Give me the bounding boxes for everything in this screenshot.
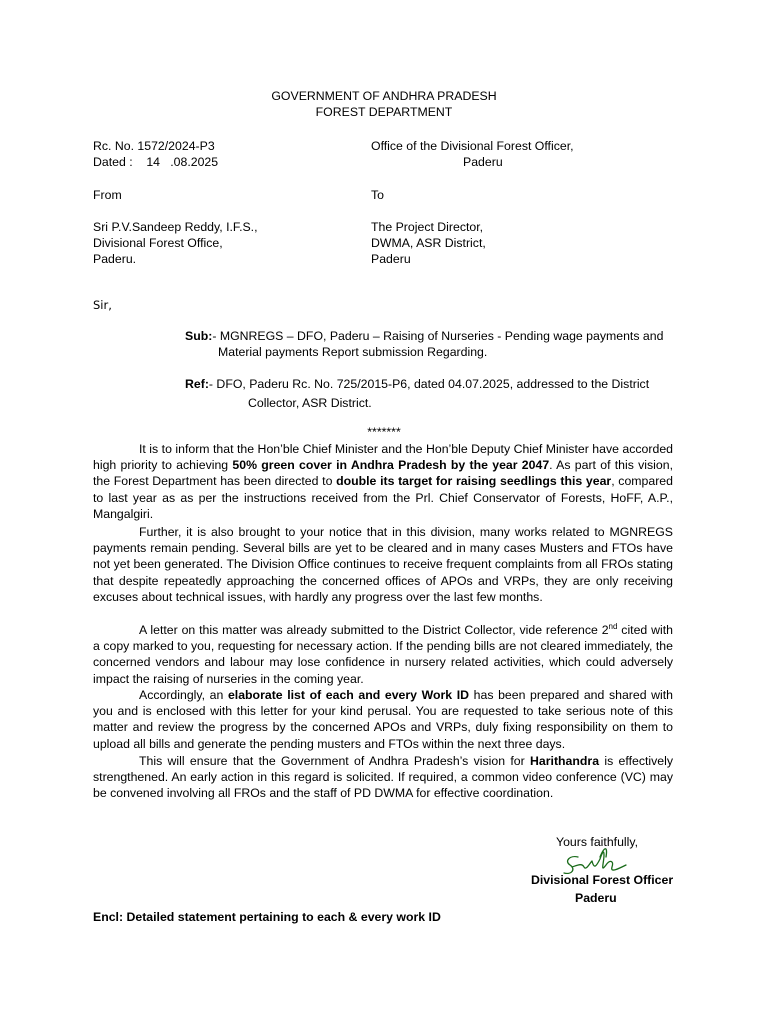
p1-bold-green-cover: 50% green cover in Andhra Pradesh by the year 2047	[232, 458, 550, 473]
reference-text1: - DFO, Paderu Rc. No. 725/2015-P6, dated 04.07.2025, addressed to the District	[208, 377, 650, 391]
enclosure-note: Encl: Detailed statement pertaining to each & every work ID	[93, 910, 441, 924]
body-paragraph-2	[93, 524, 673, 605]
officer-place: Paderu	[575, 891, 617, 905]
reference-line2: Collector, ASR District.	[248, 396, 372, 410]
p3-superscript: nd	[608, 621, 618, 631]
body-paragraph-5	[93, 753, 673, 802]
from-address-line1: Sri P.V.Sandeep Reddy, I.F.S.,	[93, 220, 258, 234]
date-line: Dated : 14 .08.2025	[93, 155, 219, 169]
from-address-line3: Paderu.	[93, 252, 137, 266]
p5-text-c: is effectively strengthened. An early action in this regard is solicited. If required, a common video conference (VC) may be convened involving all FROs and the staff of PD DWMA for effective coordination.	[93, 754, 673, 801]
subject-label: Sub:	[185, 329, 213, 343]
p1-text-e: , compared to last year as as per the instructions received from the Prl. Chief Conservator of Forests, HoFF, A.P., Mangalgiri.	[93, 474, 673, 521]
p3-text-b: cited with a copy marked to you, requesting for necessary action. If the pending bills are not cleared immediately, the concerned vendors and labour may lose confidence in nursery related activities, which could adversely impact the raising of nurseries in the coming year.	[93, 623, 673, 686]
p1-text-c: . As part of this vision, the Forest Department has been directed to	[93, 458, 674, 489]
separator: *******	[367, 425, 401, 439]
to-address-line3: Paderu	[371, 252, 411, 266]
p1-bold-double-target: double its target for raising seedlings this year	[336, 474, 612, 489]
officer-designation: Divisional Forest Officer	[531, 873, 674, 887]
p3-text-a: A letter on this matter was already submitted to the District Collector, vide reference 2	[139, 623, 609, 637]
reference-line1	[185, 376, 649, 392]
p2-text: Further, it is also brought to your notice that in this division, many works related to MGNREGS payments remain pending. Several bills are yet to be cleared and in many cases Musters and FTOs have not yet been generated. The Division Office continues to receive frequent complaints from all FROs stating that despite repeatedly approaching the concerned offices of APOs and VRPs, they are only receiving excuses about technical issues, with hardly any progress over the last few months.	[93, 525, 673, 604]
to-address-line1: The Project Director,	[371, 220, 484, 234]
subject-text1: - MGNREGS – DFO, Paderu – Raising of Nurseries - Pending wage payments and	[212, 329, 664, 343]
to-address-line2: DWMA, ASR District,	[371, 236, 486, 250]
yours-faithfully: Yours faithfully,	[556, 835, 639, 849]
body-paragraph-4	[93, 687, 673, 752]
from-address-line2: Divisional Forest Office,	[93, 236, 223, 250]
to-label: To	[371, 188, 384, 202]
p5-bold-harithandra: Harithandra	[530, 754, 600, 768]
department-header-line2: FOREST DEPARTMENT	[315, 105, 453, 119]
salutation: Sir,	[93, 298, 112, 312]
p5-text-a: This will ensure that the Government of Andhra Pradesh’s vision for	[139, 754, 531, 768]
from-label: From	[93, 188, 122, 202]
rc-number: Rc. No. 1572/2024-P3	[93, 139, 215, 153]
subject-line1	[185, 328, 663, 344]
reference-label: Ref:	[185, 377, 209, 391]
p4-text-a: Accordingly, an	[139, 688, 228, 702]
department-header-line1: GOVERNMENT OF ANDHRA PRADESH	[271, 89, 497, 103]
body-paragraph-3	[93, 622, 673, 687]
p4-bold-work-id: elaborate list of each and every Work ID	[227, 688, 470, 702]
p4-text-c: has been prepared and shared with you and is enclosed with this letter for your kind perusal. You are requested to take serious note of this matter and review the progress by the concerned APOs and VRPs, duly fixing responsibility on them to upload all bills and generate the pending musters and FTOs within the next three days.	[93, 688, 674, 751]
body-paragraph-1	[93, 441, 673, 522]
p1-text-a: It is to inform that the Hon’ble Chief Minister and the Hon’ble Deputy Chief Minister have accorded high priority to achieving	[93, 442, 673, 473]
office-line1: Office of the Divisional Forest Officer,	[371, 139, 574, 153]
subject-line2: Material payments Report submission Regarding.	[218, 345, 488, 359]
office-line2: Paderu	[463, 155, 503, 169]
